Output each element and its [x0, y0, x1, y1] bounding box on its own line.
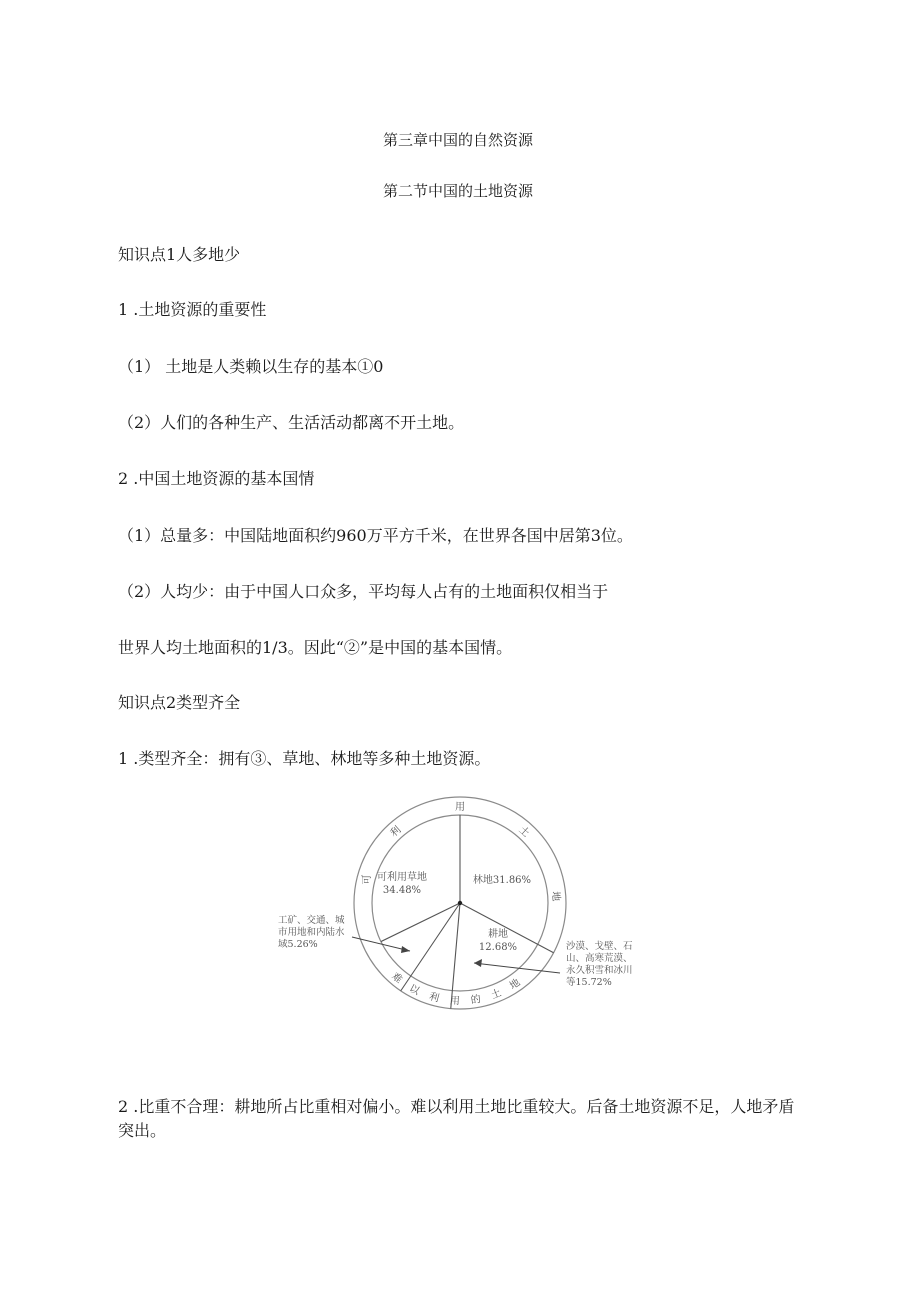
knowledge-point-2-heading: 知识点2类型齐全 [118, 693, 241, 712]
list-item: （1）总量多：中国陆地面积约960万平方千米，在世界各国中居第3位。 [118, 526, 633, 545]
slice-label-arable: 耕地 [488, 929, 508, 940]
ring-label-char: 利 [388, 824, 404, 840]
ring-label-char: 难 [389, 971, 405, 986]
slice-value-grassland: 34.48% [382, 885, 422, 896]
ring-label-char: 可 [361, 874, 373, 885]
chapter-title: 第三章中国的自然资源 [383, 131, 534, 149]
ring-label-char: 地 [507, 977, 523, 993]
list-item: （2）人们的各种生产、生活活动都离不开土地。 [118, 413, 465, 432]
ring-label-char: 以 [407, 983, 422, 998]
callout-left-line: 工矿、交通、城 [278, 915, 345, 926]
callout-left-line: 域5.26% [278, 939, 318, 950]
arrow-head [474, 959, 482, 967]
slice-label-forest: 林地31.86% [472, 875, 532, 886]
callout-right-line: 等15.72% [566, 977, 612, 988]
knowledge-point-1-heading: 知识点1人多地少 [118, 245, 241, 264]
slice-boundary [401, 903, 460, 991]
list-item: 1 .类型齐全：拥有③、草地、林地等多种土地资源。 [118, 749, 491, 768]
section-title: 第二节中国的土地资源 [383, 182, 534, 200]
slice-boundary [451, 903, 460, 1009]
list-item-continuation: 世界人均土地面积的1/3。因此“②”是中国的基本国情。 [118, 638, 513, 657]
list-item: （2）人均少：由于中国人口众多，平均每人占有的土地面积仅相当于 [118, 582, 609, 601]
callout-arrow [352, 937, 410, 951]
ring-label-char: 土 [516, 824, 532, 840]
callout-right-line: 永久积雪和冰川 [566, 965, 633, 976]
slice-label-grassland: 可利用草地 [377, 872, 427, 883]
ring-label-char: 地 [549, 890, 562, 902]
ring-label-char: 用 [455, 802, 465, 813]
slice-value-arable: 12.68% [478, 942, 518, 953]
ring-label-char: 的 [470, 993, 482, 1007]
slice-boundary [381, 903, 460, 942]
ring-label-char: 土 [489, 987, 504, 1002]
list-item: 2 .中国土地资源的基本国情 [118, 469, 315, 488]
pie-center [458, 901, 462, 905]
list-item: （1） 土地是人类赖以生存的基本①0 [118, 357, 384, 376]
ring-label-char: 利 [427, 991, 441, 1005]
list-item: 2 .比重不合理：耕地所占比重相对偏小。难以利用土地比重较大。后备土地资源不足，人地矛盾突出。 [118, 1097, 795, 1140]
arrow-head [401, 946, 410, 953]
callout-arrow [474, 963, 560, 973]
list-item: 1 .土地资源的重要性 [118, 300, 267, 319]
callout-right-line: 沙漠、戈壁、石 [566, 941, 633, 952]
callout-left-line: 市用地和内陆水 [278, 927, 345, 938]
land-resource-pie-chart [270, 795, 660, 1010]
ring-label-char: 用 [449, 995, 461, 1008]
callout-right-line: 山、高寒荒漠、 [566, 953, 633, 964]
